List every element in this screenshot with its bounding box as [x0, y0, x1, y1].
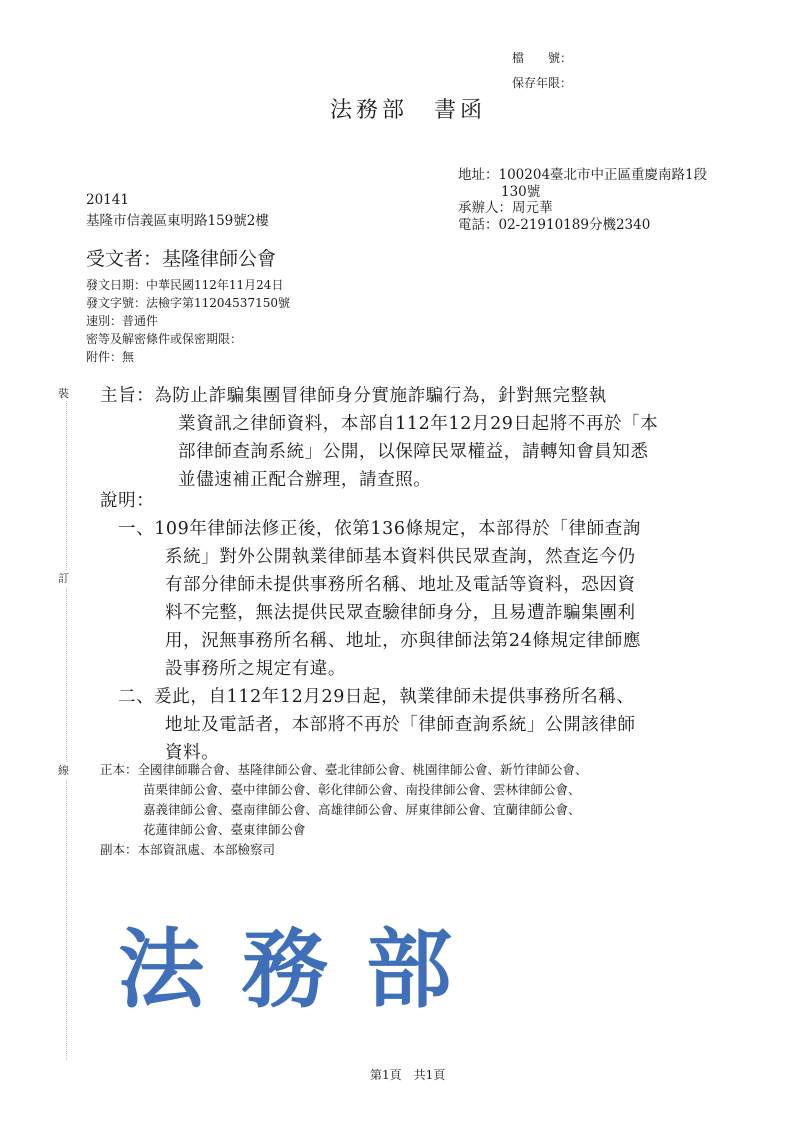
recipient-address: 基隆市信義區東明路159號2樓 — [86, 213, 269, 229]
cc-original-line-4: 花蓮律師公會、臺東律師公會 — [143, 822, 306, 837]
page-number: 第1頁 共1頁 — [370, 1068, 446, 1082]
binding-mark-1: 裝 — [58, 387, 69, 400]
explanation-item-1-line-2: 系統」對外公開執業律師基本資料供民眾查詢，然查迄今仍 — [165, 547, 636, 567]
explanation-item-1-line-1: 一、109年律師法修正後，依第136條規定，本部得於「律師查詢 — [118, 519, 641, 539]
explanation-item-2-line-1: 二、爰此，自112年12月29日起，執業律師未提供事務所名稱、 — [118, 687, 635, 707]
receiver-line: 受文者：基隆律師公會 — [86, 248, 277, 270]
subject-line-4: 並儘速補正配合辦理，請查照。 — [178, 470, 432, 490]
binding-mark-2: 訂 — [58, 572, 69, 585]
sender-contact: 承辦人：周元華 — [458, 200, 553, 216]
secrecy-level: 密等及解密條件或保密期限： — [86, 332, 243, 346]
explanation-item-1-line-3: 有部分律師未提供事務所名稱、地址及電話等資料，恐因資 — [165, 575, 636, 595]
document-title: 法務部 書函 — [330, 98, 487, 123]
subject-line-1: 主旨：為防止詐騙集團冒律師身分實施詐騙行為，針對無完整執 — [100, 386, 607, 406]
sender-address: 地址：100204臺北市中正區重慶南路1段 — [458, 167, 708, 183]
explanation-item-1-line-5: 用，況無事務所名稱、地址，亦與律師法第24條規定律師應 — [165, 631, 641, 651]
speed-class: 速別：普通件 — [86, 314, 159, 328]
sender-phone: 電話：02-21910189分機2340 — [458, 217, 651, 233]
file-number-label: 檔 號： — [512, 51, 573, 65]
attachment-line: 附件：無 — [86, 350, 135, 364]
subject-line-3: 部律師查詢系統」公開，以保障民眾權益，請轉知會員知悉 — [178, 442, 649, 462]
retention-period-label: 保存年限： — [512, 76, 573, 90]
binding-mark-3: 線 — [58, 764, 69, 777]
binding-dotted-line — [66, 400, 67, 1060]
cc-copy-line: 副本：本部資訊處、本部檢察司 — [100, 842, 276, 857]
explanation-item-2-line-3: 資料。 — [165, 743, 220, 763]
cc-original-line-2: 苗栗律師公會、臺中律師公會、彰化律師公會、南投律師公會、雲林律師公會、 — [143, 782, 581, 797]
issue-number: 發文字號：法檢字第11204537150號 — [86, 296, 290, 310]
explanation-item-1-line-6: 設事務所之規定有違。 — [165, 659, 346, 679]
issue-date: 發文日期：中華民國112年11月24日 — [86, 278, 284, 292]
sender-address-cont: 130號 — [501, 184, 541, 200]
explanation-item-1-line-4: 料不完整，無法提供民眾查驗律師身分，且易遭詐騙集團利 — [165, 603, 636, 623]
explanation-item-2-line-2: 地址及電話者，本部將不再於「律師查詢系統」公開該律師 — [165, 715, 636, 735]
cc-original-line-3: 嘉義律師公會、臺南律師公會、高雄律師公會、屏東律師公會、宜蘭律師公會、 — [143, 802, 581, 817]
recipient-postal-code: 20141 — [86, 192, 129, 208]
explanation-heading: 說明： — [100, 491, 155, 511]
cc-original-line-1: 正本：全國律師聯合會、基隆律師公會、臺北律師公會、桃園律師公會、新竹律師公會、 — [100, 762, 588, 777]
ministry-seal: 法務部 — [118, 920, 490, 1020]
subject-line-2: 業資訊之律師資料，本部自112年12月29日起將不再於「本 — [178, 414, 659, 434]
